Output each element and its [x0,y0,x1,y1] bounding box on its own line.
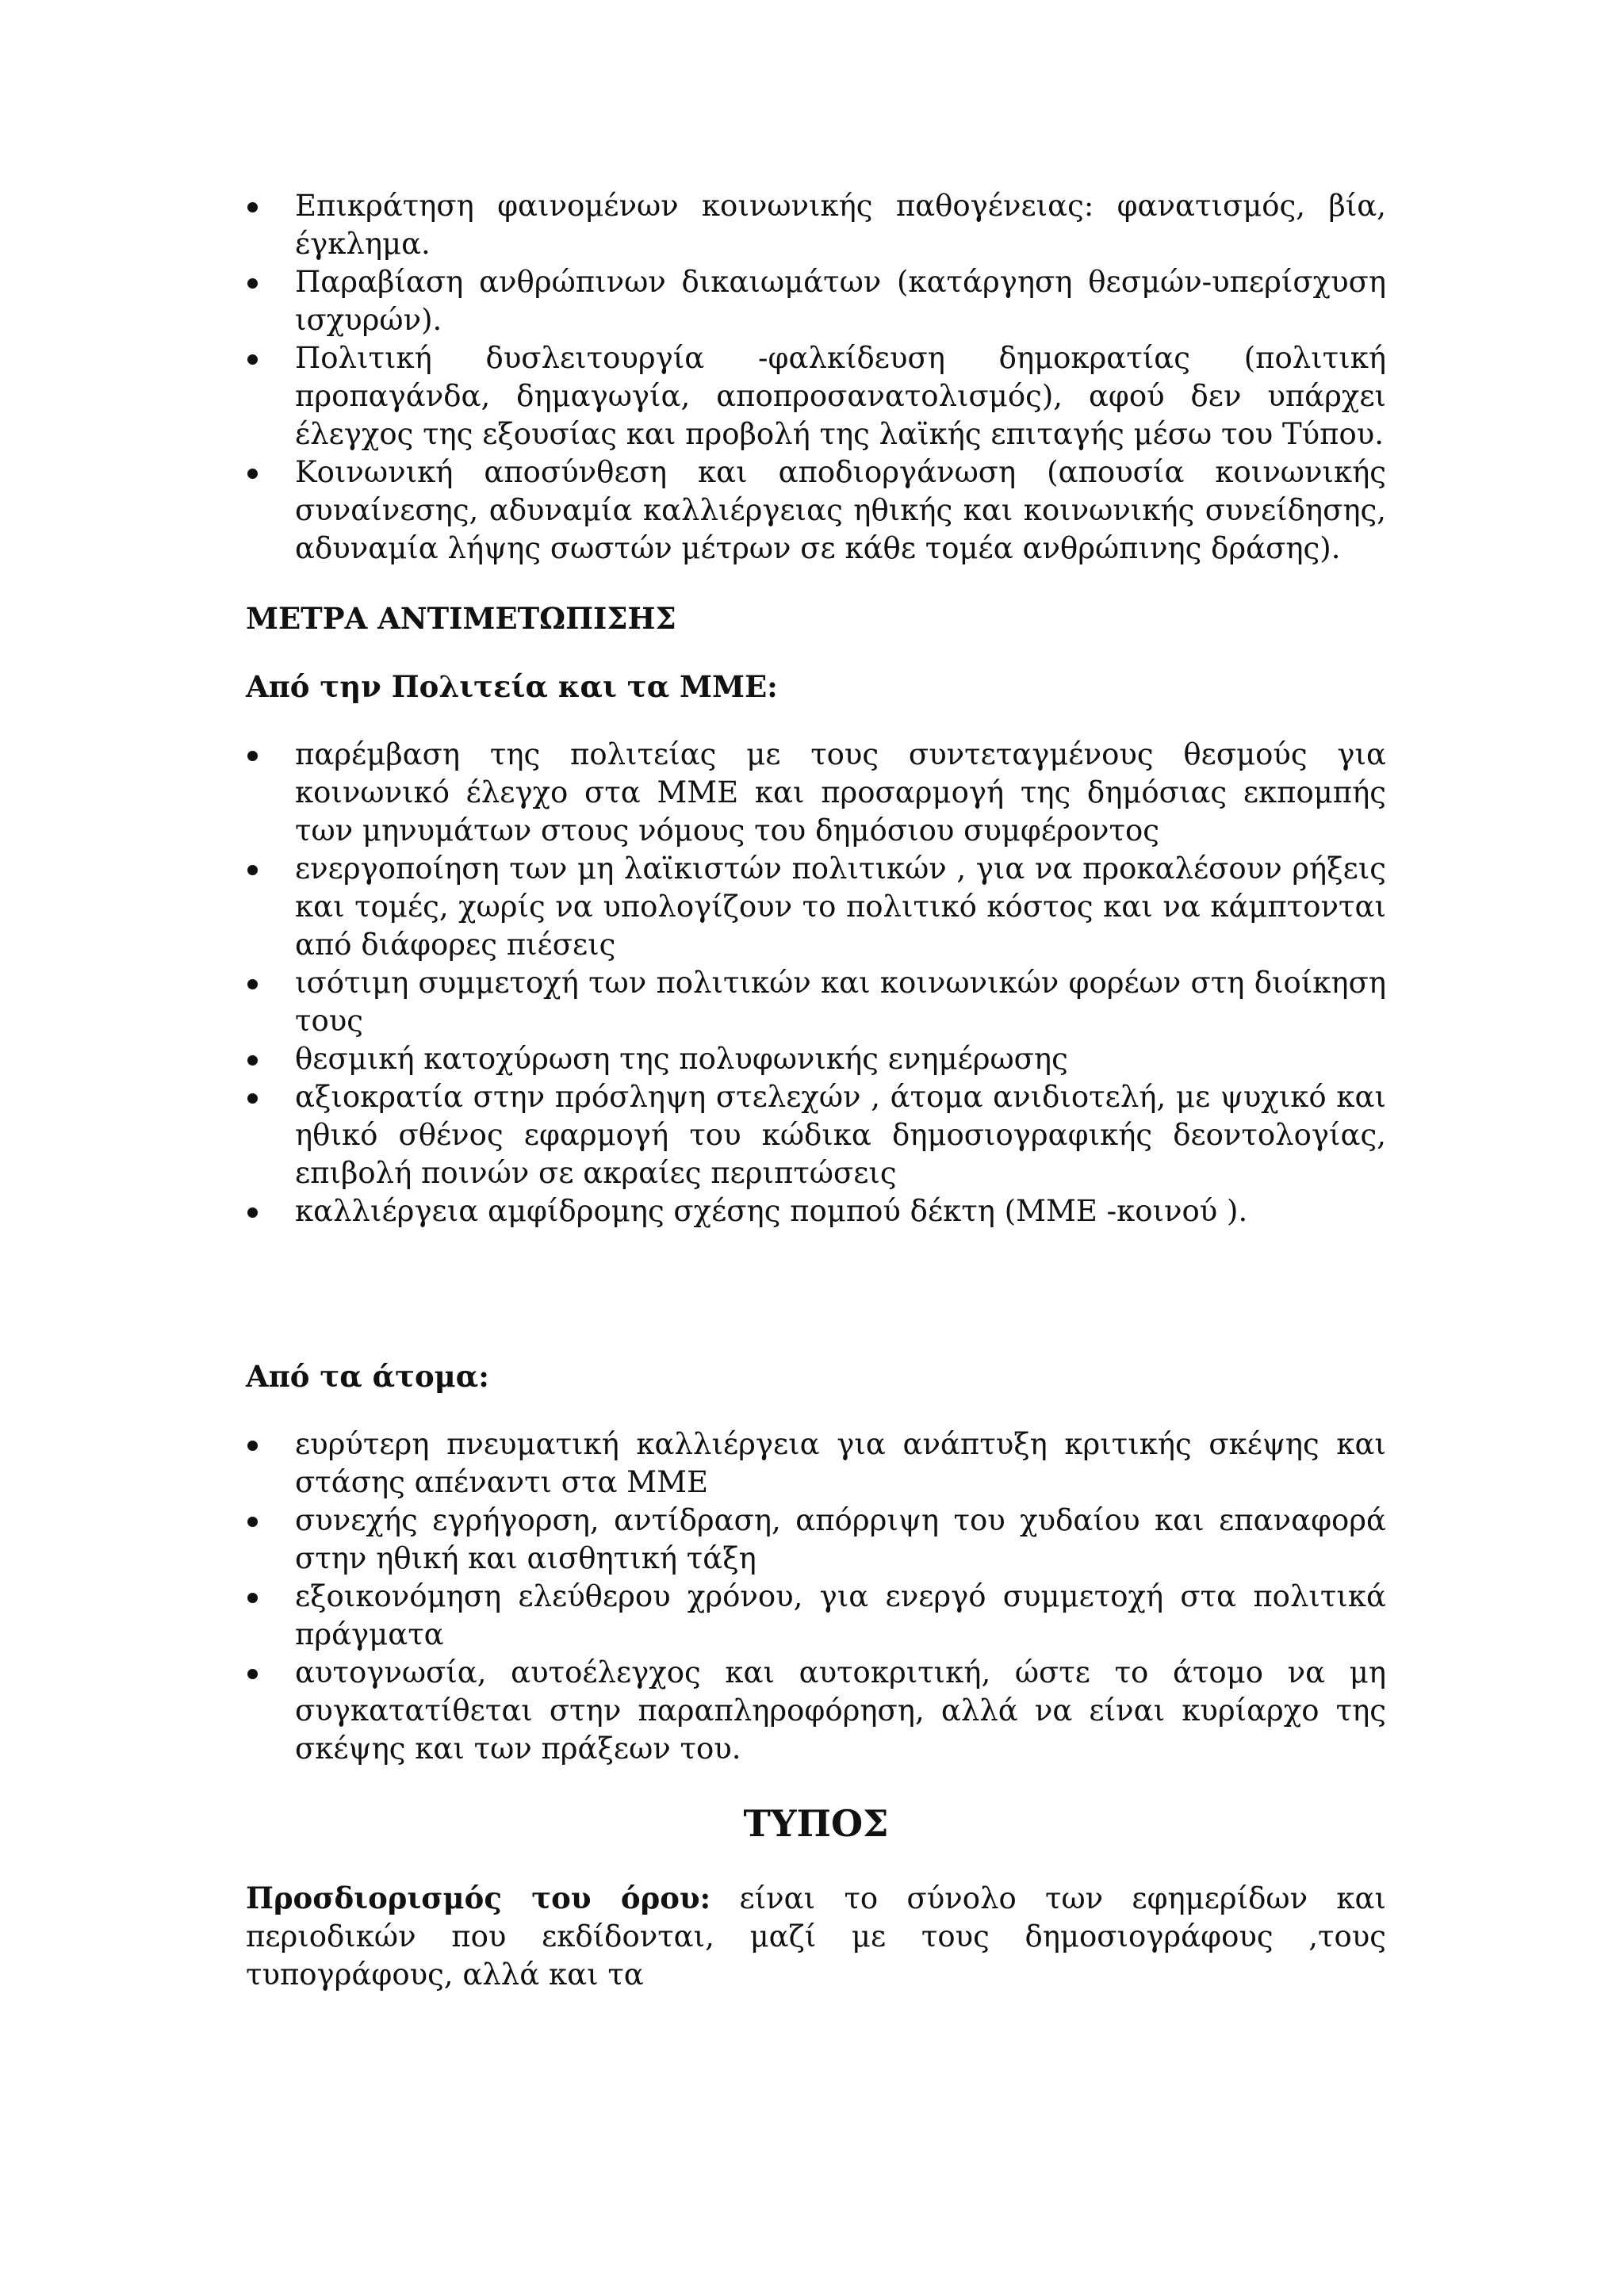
list-item: Παραβίαση ανθρώπινων δικαιωμάτων (κατάργηση θεσμών-υπερίσχυση ισχυρών). [246,263,1386,339]
list-item: Πολιτική δυσλειτουργία -φαλκίδευση δημοκρατίας (πολιτική προπαγάνδα, δημαγωγία, αποπροσανατολισμός), αφού δεν υπάρχει έλεγχος της εξουσίας και προβολή της λαϊκής επιταγής μέσω του Τύπου. [246,339,1386,453]
bullet-icon [247,1669,258,1679]
bullet-icon [247,1055,258,1066]
individuals-heading: Από τα άτομα: [246,1359,489,1394]
bullet-icon [247,278,258,289]
press-title: ΤΥΠΟΣ [743,1802,889,1845]
bullet-icon [247,1207,258,1218]
bullet-icon [247,751,258,761]
bullet-icon [247,1593,258,1603]
bullet-icon [247,202,258,212]
press-definition [246,1879,1386,1994]
list-item: αυτογνωσία, αυτοέλεγχος και αυτοκριτική, ώστε το άτομο να μη συγκατατίθεται στην παραπληροφόρηση, αλλά να είναι κυρίαρχο της σκέψης και των πράξεων του. [246,1654,1386,1768]
list-item: Κοινωνική αποσύνθεση και αποδιοργάνωση (απουσία κοινωνικής συναίνεσης, αδυναμία καλλιέργειας ηθικής και κοινωνικής συνείδησης, αδυναμία λήψης σωστών μέτρων σε κάθε τομέα ανθρώπινης δράσης). [246,453,1386,568]
list-item: καλλιέργεια αμφίδρομης σχέσης πομπού δέκτη (ΜΜΕ -κοινού ). [246,1192,1386,1230]
list-item: ισότιμη συμμετοχή των πολιτικών και κοινωνικών φορέων στη διοίκηση τους [246,964,1386,1040]
list-item: αξιοκρατία στην πρόσληψη στελεχών , άτομα ανιδιοτελή, με ψυχικό και ηθικό σθένος εφαρμογή του κώδικα δημοσιογραφικής δεοντολογίας, επιβολή ποινών σε ακραίες περιπτώσεις [246,1078,1386,1192]
list-item: παρέμβαση της πολιτείας με τους συντεταγμένους θεσμούς για κοινωνικό έλεγχο στα ΜΜΕ και προσαρμογή της δημόσιας εκπομπής των μηνυμάτων στους νόμους του δημόσιου συμφέροντος [246,736,1386,850]
state-media-list [246,736,1386,1230]
list-item: θεσμική κατοχύρωση της πολυφωνικής ενημέρωσης [246,1040,1386,1078]
bullet-icon [247,354,258,365]
list-item: ενεργοποίηση των μη λαϊκιστών πολιτικών , για να προκαλέσουν ρήξεις και τομές, χωρίς να υπολογίζουν το πολιτικό κόστος και να κάμπτονται από διάφορες πιέσεις [246,850,1386,964]
list-item: εξοικονόμηση ελεύθερου χρόνου, για ενεργό συμμετοχή στα πολιτικά πράγματα [246,1578,1386,1654]
definition-lead: Προσδιορισμός του όρου: [246,1881,711,1915]
document-page [246,187,1386,1994]
bullet-icon [247,1441,258,1451]
individuals-list [246,1425,1386,1768]
bullet-icon [247,865,258,875]
bullet-icon [247,1093,258,1104]
bullet-icon [247,979,258,989]
list-item: συνεχής εγρήγορση, αντίδραση, απόρριψη του χυδαίου και επαναφορά στην ηθική και αισθητική τάξη [246,1502,1386,1578]
state-media-heading: Από την Πολιτεία και τα ΜΜΕ: [246,669,778,704]
bullet-icon [247,469,258,479]
consequences-list [246,187,1386,568]
bullet-icon [247,1517,258,1527]
measures-heading: ΜΕΤΡΑ ΑΝΤΙΜΕΤΩΠΙΣΗΣ [246,601,676,636]
list-item: Επικράτηση φαινομένων κοινωνικής παθογένειας: φανατισμός, βία, έγκλημα. [246,187,1386,263]
list-item: ευρύτερη πνευματική καλλιέργεια για ανάπτυξη κριτικής σκέψης και στάσης απέναντι στα ΜΜΕ [246,1425,1386,1502]
definition-text: είναι το σύνολο των εφημερίδων και περιοδικών που εκδίδονται, μαζί με τους δημοσιογράφους ,τους τυπογράφους, αλλά και τα [246,1881,1386,1992]
